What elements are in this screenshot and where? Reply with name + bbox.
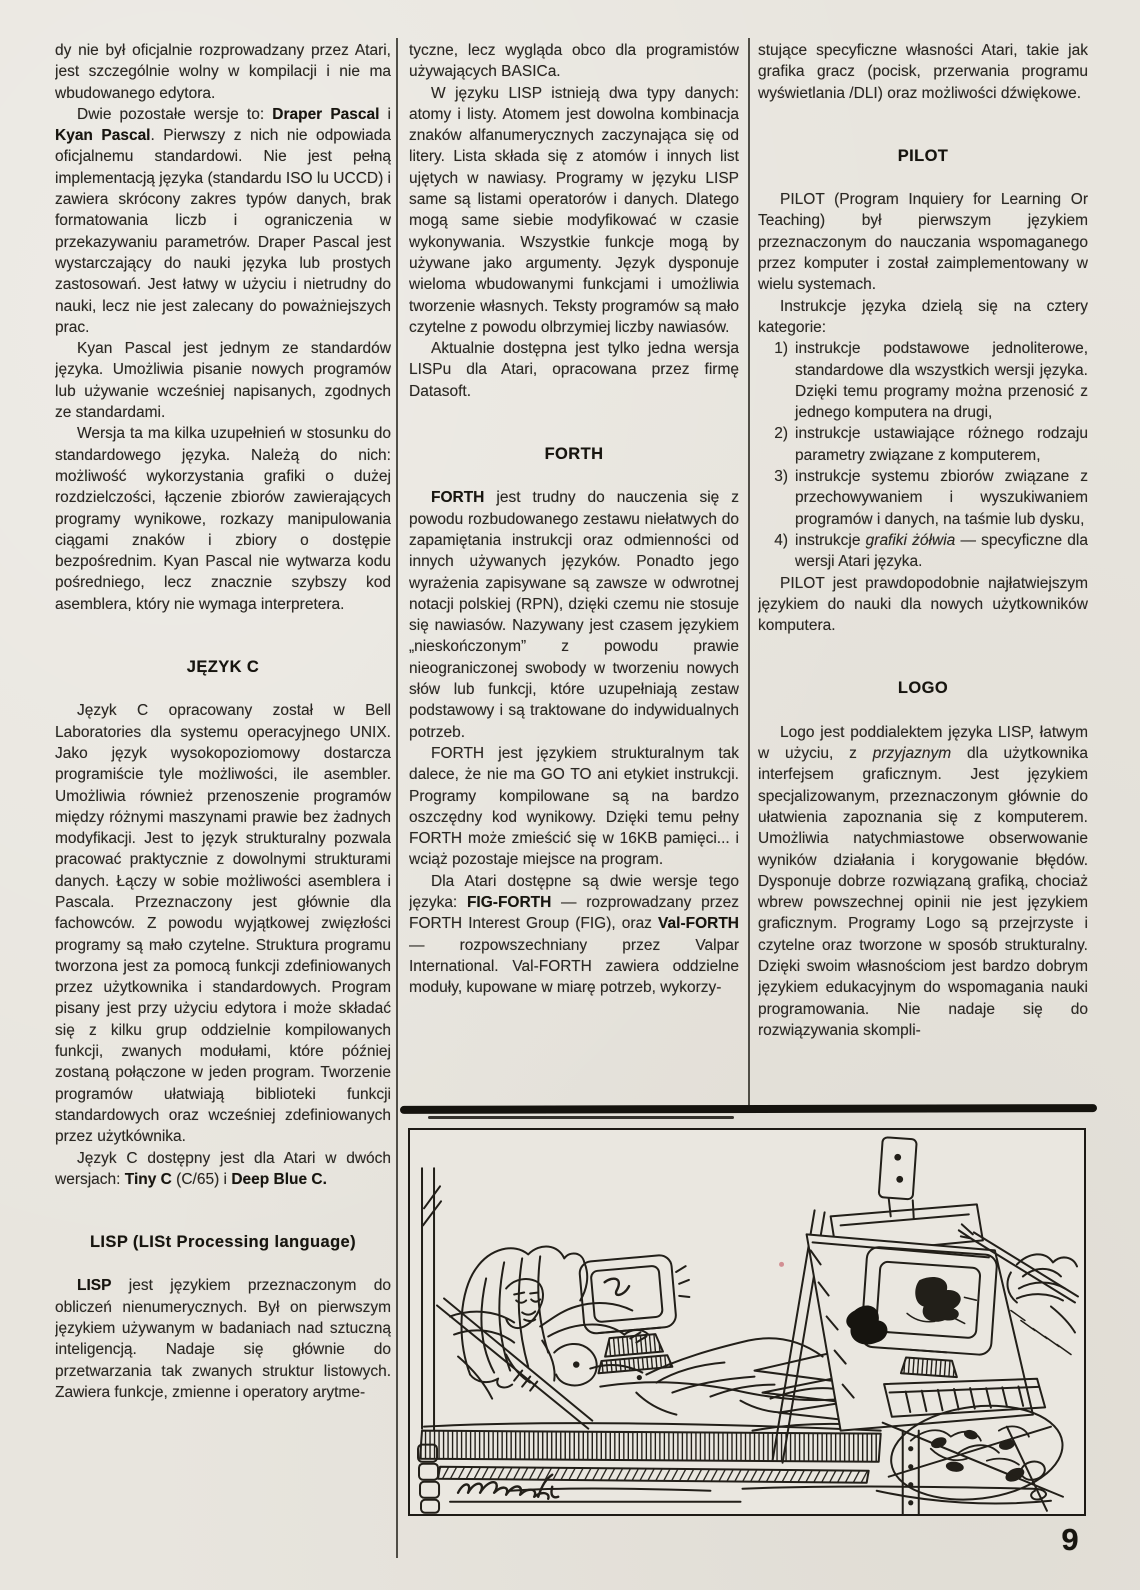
paragraph: Kyan Pascal jest jednym ze standardów języka. Umożliwia pisanie nowych programów lub używanie wcześniej napisanych, zgodnych ze standardami. — [55, 340, 391, 422]
list-number: 4) — [774, 531, 788, 549]
cartoon-drawing — [410, 1130, 1084, 1514]
column-divider — [748, 38, 750, 1106]
section-heading: JĘZYK C — [186, 658, 260, 677]
page-number: 9 — [1061, 1522, 1079, 1557]
paragraph: Dla Atari dostępne są dwie wersje tego języka: FIG-FORTH — rozprowadzany przez FORTH Interest Group (FIG), oraz Val-FORTH — rozpowszechniany przez Valpar International. Val-FORTH zawiera oddzielne moduły, kupowane w miarę potrzeb, wykorzy- — [409, 872, 739, 997]
section-heading: LISP (LISt Processing language) — [89, 1233, 357, 1252]
list-item — [758, 466, 1088, 530]
paragraph: FORTH jest językiem strukturalnym tak dalece, że nie ma GO TO ani etykiet instrukcji. Programy kompilowane są na bardzo oszczędny kod wynikowy. Dzięki temu pełny FORTH może zmieścić się w 16KB pamięci... i wciąż pozostaje miejsce na program. — [409, 744, 739, 869]
paragraph: LISP jest językiem przeznaczonym do obliczeń nienumerycznych. Był on pierwszym językiem używanym w badaniach nad sztuczną inteligencją. Nadaje się głównie do przetwarzania tak zwanych struktur listowych. Zawiera funkcje, zmienne i operatory arytme- — [55, 1277, 391, 1401]
list-number: 3) — [774, 468, 788, 486]
paragraph: stujące specyficzne własności Atari, takie jak grafika gracz (pocisk, przerwania programu wyświetlania /DLI) oraz możliwości dźwiękowe. — [758, 42, 1088, 102]
list-item — [758, 423, 1088, 466]
reclining-woman — [462, 1247, 873, 1431]
list-item-text: instrukcje ustawiające różnego rodzaju parametry związane z komputerem, — [795, 425, 1088, 464]
column-divider — [396, 38, 398, 1558]
text-column-2 — [409, 40, 739, 998]
paragraph: Język C opracowany został w Bell Laboratories dla systemu operacyjnego UNIX. Jako język wysokopoziomowy dostarcza programiście tyle możliwości, ile asembler. Umożliwia również przenoszenie programów między różnymi maszynami prawie bez żadnych modyfikacji. Jest to język strukturalny pozwala pracować praktycznie z dowolnymi strukturami danych. Łączy w sobie możliwości asemblera i Pascala. Przeznaczony jest głównie dla fachowców. Z powodu wyjątkowej zwięzłości programy są mało czytelne. Struktura programu tworzona jest za pomocą funkcji zdefiniowanych przez użytkownika i standardowych. Program pisany jest przy użyciu edytora i może składać się z kilku grup oddzielnie kompilowanych funkcji, zwanych modułami, które później zostaną połączone w jeden program. Tworzenie programów ułatwiają biblioteki funkcji standardowych oraz wcześniej zdefiniowanych przez użytkównika. — [55, 702, 391, 1146]
held-monitor — [579, 1253, 697, 1374]
paragraph: Instrukcje języka dzielą się na cztery kategorie: — [758, 297, 1088, 336]
paragraph: tyczne, lecz wygląda obco dla programistów używających BASICa. — [409, 42, 739, 81]
text-column-1 — [55, 40, 391, 1403]
section-divider-rule-echo — [428, 1116, 734, 1119]
list-item — [758, 338, 1088, 423]
list-item-text: instrukcje grafiki żółwia — specyficzne dla wersji Atari języka. — [795, 531, 1088, 571]
list-number: 1) — [774, 340, 788, 358]
section-heading: LOGO — [897, 679, 949, 698]
scan-speck — [779, 1262, 784, 1267]
paragraph: dy nie był oficjalnie rozprowadzany przez Atari, jest szczególnie wolny w kompilacji i nie ma wbudowanego edytora. — [55, 42, 391, 102]
paragraph: Dwie pozostałe wersje to: Draper Pascal i Kyan Pascal. Pierwszy z nich nie odpowiada oficjalnemu standardowi. Nie jest pełną implementacją języka (standardu ISO lu UCCD) i zawiera skrócony zakres typów danych, brak formatowania liczb i ograniczenia w przekazywaniu parametrów. Draper Pascal jest wystarczający do nauki języka lub prostych zastosowań. Jest łatwy w użyciu i nietrudny do nauki, lecz nie jest zalecany do poważniejszych prac. — [55, 105, 391, 336]
list-number: 2) — [774, 425, 788, 443]
list-item-text: instrukcje podstawowe jednoliterowe, standardowe dla wszystkich wersji języka. Dzięki temu programy można przenosić z jednego komputera na drugi, — [795, 340, 1088, 422]
paragraph: Logo jest poddialektem języka LISP, łatwym w użyciu, z przyjaznym dla użytkownika interfejsem graficznym. Jest językiem specjalizowanym, przeznaczonym głównie do ułatwienia zapoznania się z komputerem. Umożliwia natychmiastowe obserwowanie wyników działania i korygowanie błędów. Dysponuje dobrze rozwiązaną grafiką, chociaż wbrew powszechnej opinii nie jest językiem graficznym. Programy Logo są przejrzyste i czytelne oraz tworzone w sposób strukturalny. Dzięki swoim własnościom jest bardzo dobrym językiem edukacyjnym do wspomagania nauki programowania. Nie nadaje się do rozwiązywania skompli- — [758, 723, 1088, 1039]
paragraph: W języku LISP istnieją dwa typy danych: atomy i listy. Atomem jest dowolna kombinacja znaków alfanumerycznych zaczynająca się od litery. Lista składa się z atomów i innych list ujętych w nawiasy. Programy w języku LISP same są listami operatorów i danych. Dlatego mogą same siebie modyfikować w czasie wykonywania. Wszystkie funkcje mogą by używane jako argumenty. Język dysponuje wieloma wbudowanymi funkcjami i umożliwia tworzenie własnych. Teksty programów są mało czytelne z powodu olbrzymiej liczby nawiasów. — [409, 84, 739, 336]
section-heading: PILOT — [897, 146, 949, 165]
list-item-text: instrukcje systemu zbiorów związane z przechowywaniem i wyszukiwaniem programów i danych, na taśmie lub dysku, — [795, 468, 1088, 528]
section-divider-rule — [400, 1104, 1097, 1114]
paragraph: Język C dostępny jest dla Atari w dwóch wersjach: Tiny C (C/65) i Deep Blue C. — [55, 1149, 391, 1188]
paragraph: Wersja ta ma kilka uzupełnień w stosunku do standardowego języka. Należą do nich: możliwość wykorzystania grafiki o dużej rozdzielczości, łączenie zbiorów zawierających programy wynikowe, rozkazy manipulowania ciągami znaków i zbiory o dostępie bezpośrednim. Kyan Pascal nie wytwarza kodu pośredniego, lecz znacznie szybszy kod asemblera, który nie wymaga interpretera. — [55, 425, 391, 613]
paragraph: FORTH jest trudny do nauczenia się z powodu rozbudowanego zestawu niełatwych do zapamiętania instrukcji oraz odmienności od innych używanych języków. Ponadto jego wyrażenia zapisywane są zawsze w odwrotnej notacji polskiej (RPN), dzięki czemu nie stosuje się nawiasów. Nazywany jest czasem językiem „nieskończonym” z powodu prawie nieograniczonej swobody w tworzeniu nowych słów lub funkcji, które uzupełniają zestaw podstawowy i są traktowane do indywidualnych potrzeb. — [409, 489, 739, 741]
list-item — [758, 530, 1088, 573]
paragraph: PILOT jest prawdopodobnie najłatwiejszym językiem do nauki dla nowych użytkowników komputera. — [758, 574, 1088, 635]
section-heading: FORTH — [544, 445, 604, 464]
text-column-3 — [758, 40, 1088, 1041]
paragraph: PILOT (Program Inquiery for Learning Or Teaching) był pierwszym językiem przeznaczonym do nauczania wspomaganego przez komputer i został zaimplementowany w wielu systemach. — [758, 191, 1088, 294]
paragraph: Aktualnie dostępna jest tylko jedna wersja LISPu dla Atari, opracowana przez firmę Datasoft. — [409, 340, 739, 400]
cartoon-illustration — [408, 1128, 1086, 1516]
